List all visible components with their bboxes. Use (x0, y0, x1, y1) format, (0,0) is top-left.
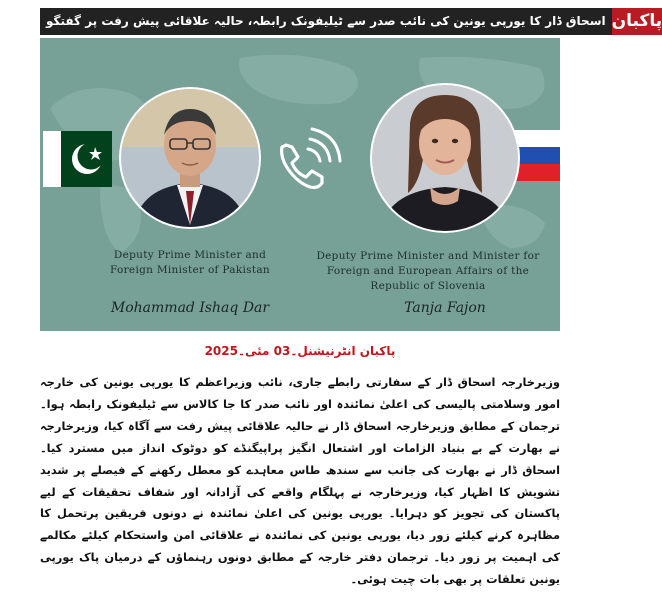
right-caption (298, 249, 558, 294)
phone-call-icon (266, 123, 350, 197)
right-name-signature: Tanja Fajon (404, 300, 486, 316)
brand-logo: پاکبان (612, 8, 662, 35)
left-caption-line-1: Deputy Prime Minister and (113, 249, 267, 261)
left-name-signature: Mohammad Ishaq Dar (110, 300, 270, 316)
news-photo (40, 38, 560, 331)
right-caption-line-1: Deputy Prime Minister and Minister for (316, 250, 540, 262)
left-caption-line-2: Foreign Minister of Pakistan (109, 264, 270, 276)
pakistan-flag-icon (43, 131, 112, 187)
ishaq-dar-portrait (119, 87, 261, 229)
headline-bar (40, 8, 662, 35)
tanja-fajon-portrait (370, 83, 520, 233)
right-caption-line-3: Republic of Slovenia (370, 280, 486, 292)
article-body: وزیرخارجہ اسحاق ڈار کے سفارتی رابطے جاری، نائب وزیراعظم کا یورپی یونین کی خارجہ امور وسلامتی پالیسی کی اعلیٰ نمائندہ اور نائب صدر کا جا کالاس سے ٹیلیفونک رابطہ ہوا۔ ترجمان کے مطابق وزیرخارجہ اسحاق ڈار نے حالیہ علاقائی پیش رفت سے آگاہ کیا، وزیرخارجہ نے بھارت کے بے بنیاد الزامات اور اشتعال انگیز پراپیگنڈے کو دوٹوک انداز میں مسترد کیا۔ اسحاق ڈار نے بھارت کی جانب سے سندھ طاس معاہدے کو معطل رکھنے کے فیصلے پر شدید تشویش کا اظہار کیا، وزیرخارجہ نے پہلگام واقعے کی آزادانہ اور شفاف تحقیقات کے لیے پاکستان کی تجویز کو دہرایا۔ یورپی یونین کی اعلیٰ نمائندہ نے دونوں فریقین پرتحمل کا مظاہرہ کرنے کیلئے زور دیا، یورپی یونین کی نمائندہ نے علاقائی امن واستحکام کیلئے مکالمے کی اہمیت پر زور دیا۔ ترجمان دفتر خارجہ کے مطابق دونوں رہنماؤں کے درمیان پاک یورپی یونین تعلقات پر بھی بات چیت ہوئی۔ (40, 375, 560, 587)
right-caption-line-2: Foreign and European Affairs of the (326, 265, 530, 277)
headline: اسحاق ڈار کا یورپی یونین کی نائب صدر سے ٹیلیفونک رابطہ، حالیہ علاقائی پیش رفت پر گفتگو (40, 8, 612, 35)
left-caption (95, 248, 285, 278)
dateline: پاکبان انٹرنیشنل۔03 مئی۔2025 (204, 344, 396, 358)
